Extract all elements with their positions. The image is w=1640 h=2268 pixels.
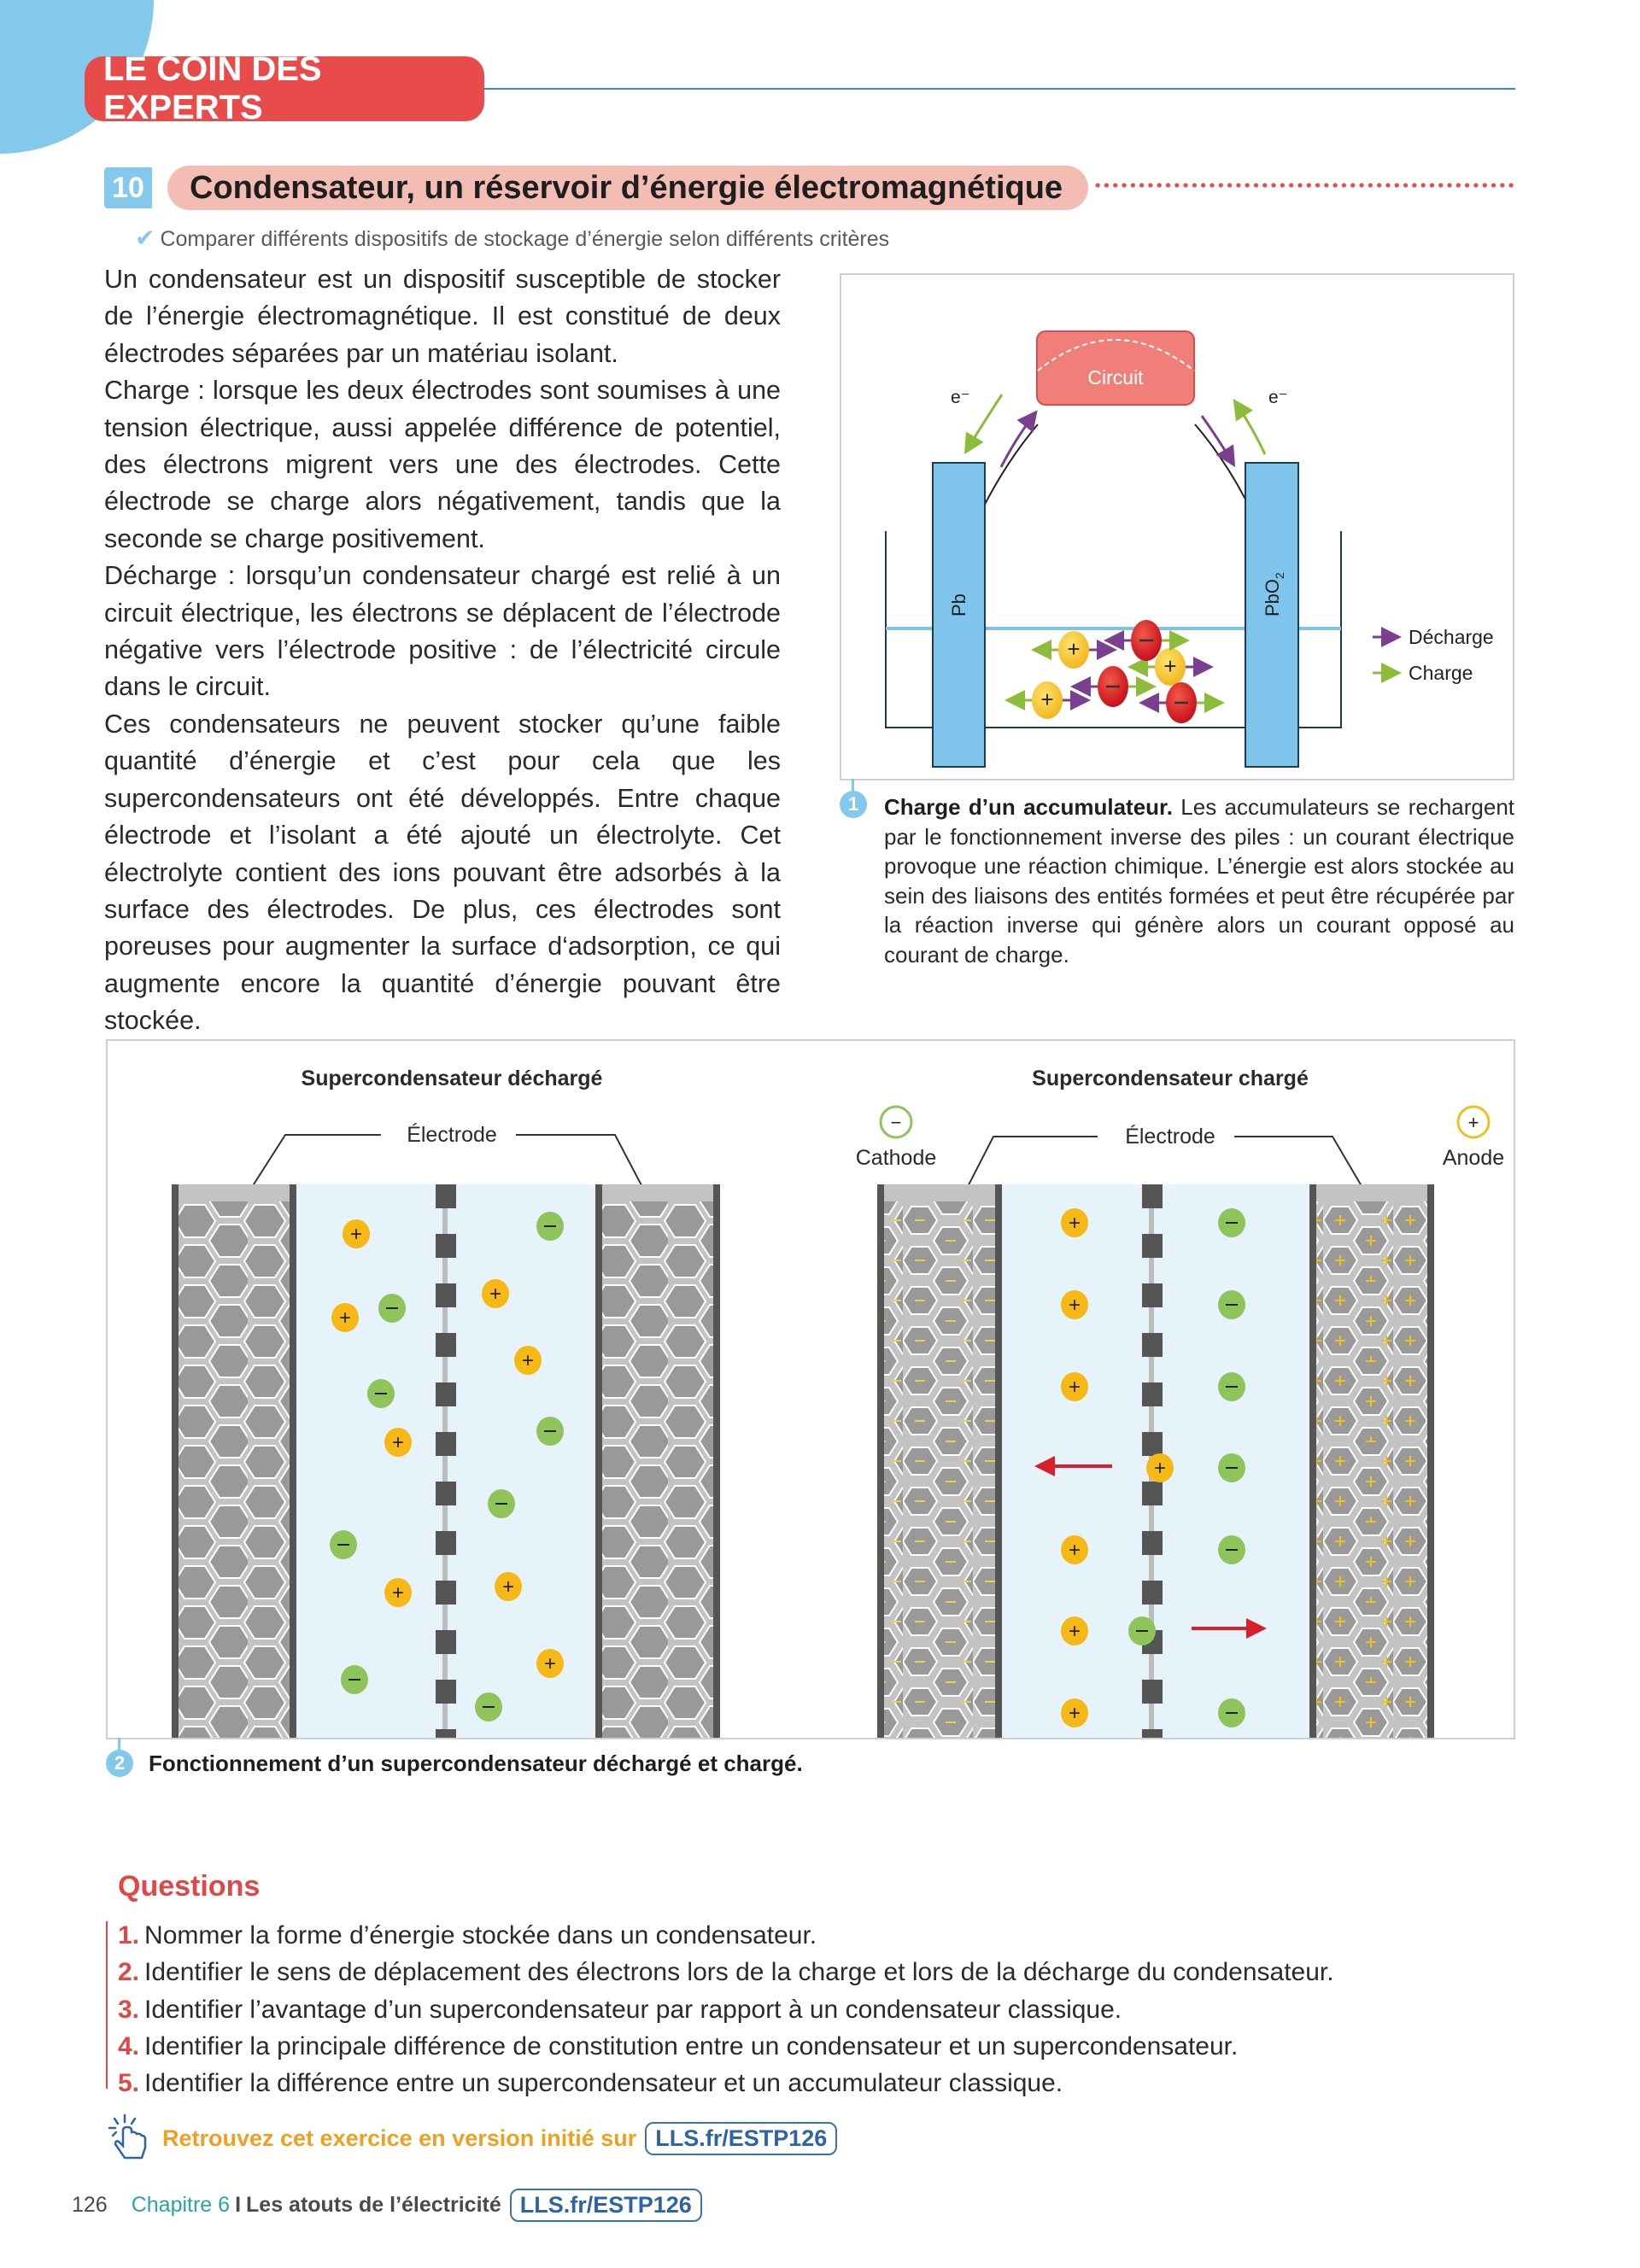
svg-text:Pb: Pb — [948, 593, 969, 617]
svg-text:+: + — [1040, 687, 1054, 712]
charged-supercapacitor — [856, 1067, 1504, 1738]
caption-text: Les accumulateurs se rechargent par le fonctionnement inverse des piles : un courant électrique provoque une réaction chimique. L’énergie est alors stockée au sein des liaisons des entités formées et peut être récupérée par la réaction inverse qui génère alors un courant opposé au courant de charge. — [884, 794, 1514, 967]
svg-text:+: + — [391, 1581, 405, 1605]
question-item — [118, 1954, 1334, 1990]
discharged-supercapacitor — [172, 1067, 720, 1738]
section-label — [85, 50, 484, 126]
svg-text:+: + — [1068, 1620, 1081, 1643]
svg-text:+: + — [489, 1283, 502, 1306]
svg-text:+: + — [349, 1223, 363, 1246]
figure-1-caption — [884, 792, 1514, 969]
svg-text:+: + — [391, 1431, 405, 1454]
svg-text:Anode: Anode — [1442, 1146, 1505, 1170]
exercise-title — [167, 166, 1088, 210]
svg-text:e⁻: e⁻ — [951, 388, 970, 407]
paragraph: Charge : lorsque les deux électrodes sont soumises à une tension électrique, aussi appelée différence de potentiel, des électrons migrent vers une des électrodes. Cette électrode se charge alors négativement, tandis que la seconde se charge positivement. — [104, 376, 781, 553]
svg-text:+: + — [1163, 653, 1177, 679]
caption-bold: Charge d’un accumulateur. — [884, 794, 1173, 820]
question-item — [118, 1991, 1334, 2028]
question-text: Identifier l’avantage d’un supercondensateur par rapport à un condensateur classique. — [144, 1995, 1122, 2024]
svg-text:+: + — [1068, 1702, 1081, 1725]
question-number: 4. — [118, 2031, 140, 2060]
svg-text:+: + — [521, 1349, 535, 1372]
svg-text:+: + — [1153, 1457, 1167, 1480]
svg-text:+: + — [501, 1575, 515, 1599]
ions — [1010, 620, 1220, 723]
svg-text:PbO2: PbO$_2$ — [1262, 572, 1286, 617]
question-number: 2. — [118, 1958, 140, 1987]
circuit-box — [1037, 331, 1194, 405]
question-item — [118, 1917, 1334, 1954]
page-footer — [72, 2189, 702, 2222]
questions-title: Questions — [118, 1870, 261, 1903]
question-text: Identifier le sens de déplacement des électrons lors de la charge et lors de la décharge du condensateur. — [144, 1958, 1334, 1987]
objective-text: Comparer différents dispositifs de stockage d’énergie selon différents critères — [160, 227, 890, 251]
page-number: 126 — [72, 2193, 108, 2217]
svg-text:+: + — [338, 1306, 352, 1330]
exercise-title-text: Condensateur, un réservoir d’énergie électromagnétique — [190, 169, 1063, 206]
paragraph: Un condensateur est un dispositif susceptible de stocker de l’énergie électromagnétique. Il est constitué de deux électrodes séparées par un matériau isolant. — [104, 265, 781, 368]
exercise-number: 10 — [104, 167, 152, 208]
question-number: 1. — [118, 1921, 140, 1949]
figure-number-1: 1 — [840, 791, 867, 818]
legend — [1373, 626, 1494, 684]
svg-text:+: + — [1067, 636, 1081, 662]
svg-text:Supercondensateur déchargé: Supercondensateur déchargé — [301, 1067, 603, 1090]
question-text: Identifier la principale différence de constitution entre un condensateur et un supercondensateur. — [144, 2031, 1239, 2060]
paragraph: Ces condensateurs ne peuvent stocker qu’une faible quantité d’énergie et c’est pour cela que les supercondensateurs ont été développés. Entre chaque électrode et l’isolant a été ajouté un électrolyte. Cet électrolyte contient des ions pouvant être adsorbés à la surface des électrodes. De plus, ces électrodes sont poreuses pour augmenter la surface d‘adsorption, ce qui augmente encore la quantité d’énergie pouvant être stockée. — [104, 709, 781, 1036]
figure-2-caption: Fonctionnement d’un supercondensateur déchargé et chargé. — [149, 1751, 803, 1776]
question-number: 3. — [118, 1995, 140, 2024]
question-text: Identifier la différence entre un supercondensateur et un accumulateur classique. — [144, 2069, 1063, 2098]
dotted-divider — [1093, 183, 1515, 188]
svg-text:Électrode: Électrode — [1125, 1125, 1215, 1149]
accumulator-diagram — [841, 275, 1513, 779]
svg-text:+: + — [1068, 1294, 1081, 1317]
svg-text:+: + — [1068, 1212, 1081, 1235]
svg-text:Cathode: Cathode — [855, 1146, 937, 1170]
figure-supercapacitor — [106, 1039, 1515, 1739]
chapter-label: Chapitre 6 — [131, 2193, 231, 2217]
svg-text:Décharge: Décharge — [1409, 626, 1494, 648]
questions-list — [118, 1917, 1334, 2101]
section-label-text: LE COIN DES EXPERTS — [103, 50, 322, 126]
online-version-callout — [106, 2113, 837, 2163]
svg-text:+: + — [1467, 1112, 1479, 1133]
svg-text:−: − — [890, 1112, 902, 1133]
question-text: Nommer la forme d’énergie stockée dans un condensateur. — [144, 1921, 817, 1949]
footer-link[interactable]: LLS.fr/ESTP126 — [510, 2189, 702, 2222]
svg-text:Charge: Charge — [1409, 662, 1473, 684]
svg-text:+: + — [543, 1652, 557, 1675]
supercapacitor-diagram — [108, 1041, 1514, 1738]
questions-accent-bar — [106, 1921, 108, 2089]
svg-text:+: + — [1068, 1539, 1081, 1562]
svg-text:+: + — [1068, 1376, 1081, 1399]
question-item — [118, 2028, 1334, 2065]
svg-text:e⁻: e⁻ — [1268, 388, 1288, 407]
section-divider — [484, 88, 1515, 90]
checkmark-icon: ✔ — [135, 225, 155, 251]
svg-text:Électrode: Électrode — [407, 1123, 497, 1147]
online-version-text: Retrouvez cet exercice en version initié sur — [162, 2125, 637, 2151]
body-text — [104, 261, 781, 1040]
online-version-link[interactable]: LLS.fr/ESTP126 — [645, 2122, 837, 2155]
svg-text:Circuit: Circuit — [1087, 366, 1144, 389]
question-number: 5. — [118, 2069, 140, 2098]
paragraph: Décharge : lorsqu’un condensateur chargé est relié à un circuit électrique, les électrons se déplacent de l’électrode négative vers l’électrode positive : de l’électricité circule dans le circuit. — [104, 561, 781, 702]
figure-number-2: 2 — [106, 1750, 133, 1777]
svg-text:Supercondensateur chargé: Supercondensateur chargé — [1032, 1067, 1309, 1090]
figure-accumulator — [840, 273, 1514, 780]
footer-separator: I — [235, 2193, 242, 2217]
chapter-title: Les atouts de l’électricité — [246, 2193, 501, 2217]
question-item — [118, 2065, 1334, 2101]
objective — [135, 224, 889, 252]
hand-click-icon — [106, 2113, 155, 2163]
